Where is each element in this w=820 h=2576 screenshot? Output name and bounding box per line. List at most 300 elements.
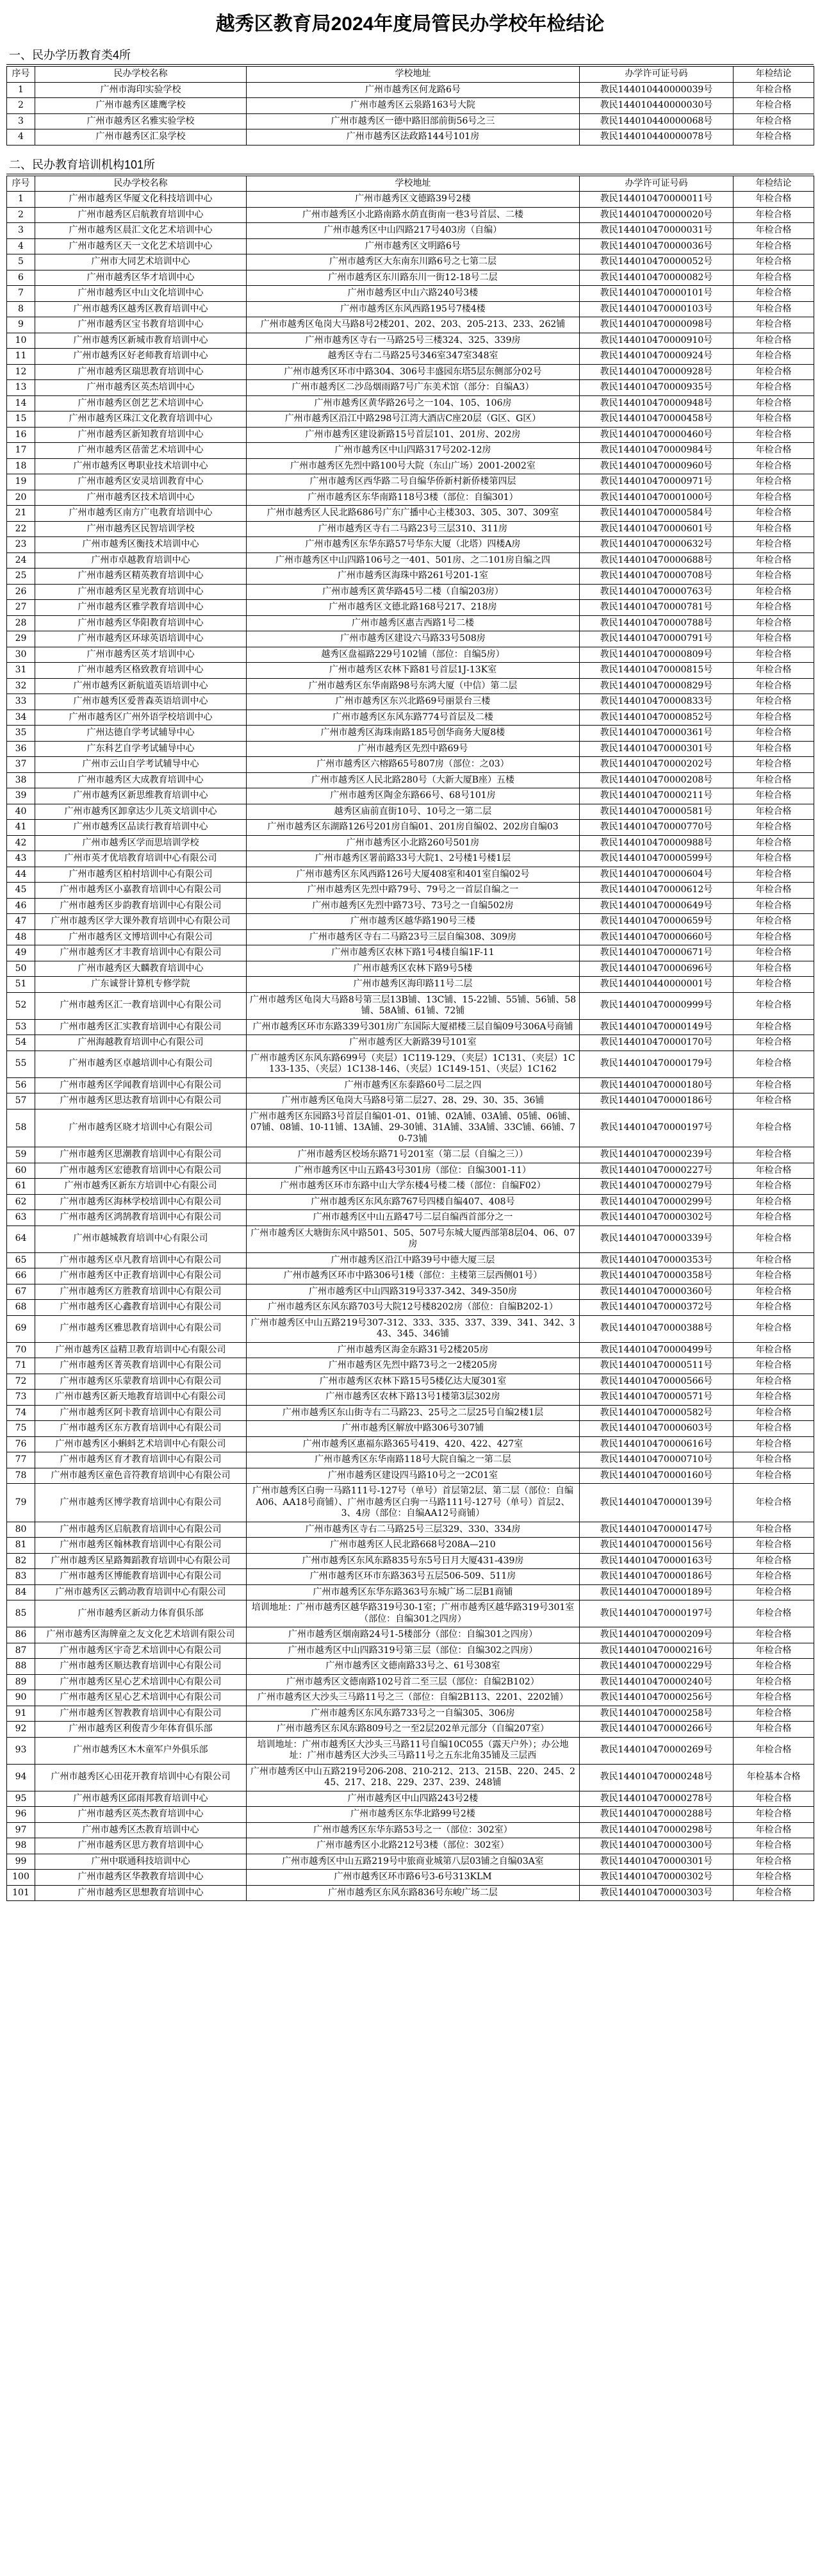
school-address: 广州市越秀区东园路3号首层自编01-01、01铺、02A铺、03A铺、05铺、06铺、07铺、08铺、10-11铺、13A铺、29-30铺、31A铺、33A铺、33C铺、66铺、70-73铺 — [247, 1109, 580, 1147]
table-row — [7, 1342, 814, 1358]
school-name: 广州市越秀区菁英教育培训中心有限公司 — [35, 1358, 247, 1374]
school-address: 广州市越秀区先烈中路73号之一2楼205房 — [247, 1358, 580, 1374]
school-name: 广州市越秀区卓凡教育培训中心有限公司 — [35, 1252, 247, 1268]
table-row — [7, 317, 814, 333]
row-index: 20 — [7, 490, 35, 506]
header-result: 年检结论 — [734, 176, 814, 192]
table-row — [7, 474, 814, 490]
school-address: 广州市越秀区环市中路306号1楼（部位：主楼第三层西侧01号） — [247, 1268, 580, 1284]
row-index: 47 — [7, 914, 35, 930]
license-number: 教民144010470000149号 — [580, 1019, 734, 1035]
inspection-result: 年检合格 — [734, 1051, 814, 1077]
school-name: 广州市越秀区阿卡教育培训中心有限公司 — [35, 1405, 247, 1421]
row-index: 69 — [7, 1315, 35, 1342]
school-name: 广州市越秀区创艺艺术培训中心 — [35, 395, 247, 411]
license-number: 教民144010470000659号 — [580, 914, 734, 930]
school-name: 广州市越秀区汇泉学校 — [35, 129, 247, 145]
table-row — [7, 1538, 814, 1554]
row-index: 19 — [7, 474, 35, 490]
school-name: 广州市越秀区晓才培训中心有限公司 — [35, 1109, 247, 1147]
inspection-result: 年检合格 — [734, 1252, 814, 1268]
inspection-result: 年检合格 — [734, 615, 814, 631]
school-address: 广州市越秀区海珠中路261号201-1室 — [247, 569, 580, 585]
table-row — [7, 1854, 814, 1870]
row-index: 95 — [7, 1791, 35, 1807]
table-row — [7, 1522, 814, 1538]
license-number: 教民144010470000584号 — [580, 506, 734, 522]
school-name: 广州市越秀区天一文化艺术培训中心 — [35, 238, 247, 254]
school-address: 广州市越秀区惠吉西路1号二楼 — [247, 615, 580, 631]
row-index: 14 — [7, 395, 35, 411]
table-row — [7, 1627, 814, 1643]
school-name: 广州市越秀区宝书教育培训中心 — [35, 317, 247, 333]
table-row — [7, 98, 814, 114]
table-row — [7, 710, 814, 726]
section-1-title: 一、民办学历教育类4所 — [6, 45, 814, 65]
table-row — [7, 1838, 814, 1854]
license-number: 教民144010470000601号 — [580, 521, 734, 537]
row-index: 94 — [7, 1764, 35, 1791]
row-index: 34 — [7, 710, 35, 726]
row-index: 56 — [7, 1077, 35, 1093]
license-number: 教民144010470000696号 — [580, 961, 734, 977]
inspection-result: 年检合格 — [734, 553, 814, 569]
inspection-result: 年检合格 — [734, 301, 814, 317]
row-index: 88 — [7, 1659, 35, 1675]
table-row — [7, 1569, 814, 1585]
table-row — [7, 678, 814, 694]
row-index: 1 — [7, 82, 35, 98]
inspection-result: 年检合格 — [734, 1553, 814, 1569]
school-name: 广州市越秀区宏德教育培训中心有限公司 — [35, 1163, 247, 1179]
row-index: 98 — [7, 1838, 35, 1854]
school-name: 广州市越秀区安灵培训教育中心 — [35, 474, 247, 490]
header-index: 序号 — [7, 67, 35, 83]
license-number: 教民144010470000910号 — [580, 333, 734, 349]
school-address: 广州市越秀区中山五路219号307-312、333、335、337、339、341、342、343、345、346铺 — [247, 1315, 580, 1342]
table-row — [7, 238, 814, 254]
inspection-result: 年检合格 — [734, 977, 814, 993]
school-address: 广州市越秀区东风东路733号之一自编305、306房 — [247, 1706, 580, 1722]
school-name: 广州市越秀区汇一教育培训中心有限公司 — [35, 992, 247, 1019]
school-name: 广州海越教育培训中心有限公司 — [35, 1035, 247, 1051]
row-index: 28 — [7, 615, 35, 631]
school-name: 广州市越秀区卸拿达少儿英文培训中心 — [35, 804, 247, 820]
school-address: 广州市越秀区先烈中路79号、79号之一首层自编之一 — [247, 883, 580, 899]
inspection-result: 年检合格 — [734, 506, 814, 522]
row-index: 27 — [7, 600, 35, 616]
license-number: 教民144010470000239号 — [580, 1147, 734, 1163]
inspection-result: 年检合格 — [734, 113, 814, 129]
license-number: 教民144010440000030号 — [580, 98, 734, 114]
inspection-result: 年检合格 — [734, 710, 814, 726]
school-address: 广州市越秀区东风东路836号东峻广场二层 — [247, 1885, 580, 1901]
school-address: 广州市越秀区中山六路240号3楼 — [247, 286, 580, 302]
license-number: 教民144010470000020号 — [580, 207, 734, 223]
school-name: 广州市越秀区思方教育培训中心 — [35, 1838, 247, 1854]
license-number: 教民144010470000688号 — [580, 553, 734, 569]
school-name: 广州市越秀区广州外语学校培训中心 — [35, 710, 247, 726]
row-index: 18 — [7, 458, 35, 474]
table-row — [7, 631, 814, 647]
inspection-result: 年检合格 — [734, 1468, 814, 1484]
license-number: 教民144010470000036号 — [580, 238, 734, 254]
license-number: 教民144010470000288号 — [580, 1807, 734, 1823]
school-address: 广州市越秀区文明路6号 — [247, 238, 580, 254]
license-number: 教民144010470000671号 — [580, 945, 734, 961]
table-row — [7, 1643, 814, 1659]
school-address: 广州市越秀区东风东路809号之一至2层202单元部分（自编207室） — [247, 1722, 580, 1738]
license-number: 教民144010470000186号 — [580, 1093, 734, 1109]
inspection-result: 年检合格 — [734, 349, 814, 365]
school-name: 广州市越秀区英杰教育培训中心 — [35, 1807, 247, 1823]
inspection-result: 年检合格 — [734, 820, 814, 836]
license-number: 教民144010470000708号 — [580, 569, 734, 585]
school-address: 越秀区盘福路229号102铺（部位：自编5房） — [247, 647, 580, 663]
school-address: 广州市越秀区沿江中路298号江湾大酒店C座20层（G区、G区） — [247, 411, 580, 428]
table-row — [7, 1600, 814, 1627]
school-name: 广州市越秀区精英教育培训中心 — [35, 569, 247, 585]
school-address: 广州市越秀区东兴北路69号丽景台三楼 — [247, 694, 580, 710]
school-address: 广州市越秀区东华东路363号东城广场二层B1商铺 — [247, 1584, 580, 1600]
inspection-result: 年检合格 — [734, 1284, 814, 1300]
inspection-result: 年检合格 — [734, 1584, 814, 1600]
school-address: 广州市越秀区东泰路60号二层之四 — [247, 1077, 580, 1093]
school-address: 广州市越秀区龟岗大马路8号第三层13B铺、13C铺、15-22铺、55铺、56铺、58铺、58A铺、61铺、72铺 — [247, 992, 580, 1019]
header-result: 年检结论 — [734, 67, 814, 83]
table-row — [7, 192, 814, 208]
table-row — [7, 1077, 814, 1093]
inspection-result: 年检合格 — [734, 898, 814, 914]
table-row — [7, 1226, 814, 1252]
inspection-result: 年检合格 — [734, 741, 814, 757]
inspection-result: 年检合格 — [734, 1484, 814, 1522]
school-address: 广州市越秀区中山四路319号第三层（部位：自编302之四房） — [247, 1643, 580, 1659]
school-name: 广州市越秀区蓓蕾艺术培训中心 — [35, 443, 247, 459]
inspection-result: 年检合格 — [734, 1358, 814, 1374]
school-name: 广州市越城教育培训中心有限公司 — [35, 1226, 247, 1252]
school-address: 广州市越秀区文德北路168号217、218房 — [247, 600, 580, 616]
row-index: 3 — [7, 113, 35, 129]
header-address: 学校地址 — [247, 176, 580, 192]
table-row — [7, 1163, 814, 1179]
inspection-result: 年检合格 — [734, 1870, 814, 1886]
table-row — [7, 945, 814, 961]
school-address: 广州市越秀区东风东路774号首层及二楼 — [247, 710, 580, 726]
license-number: 教民144010470000809号 — [580, 647, 734, 663]
inspection-result: 年检合格 — [734, 474, 814, 490]
row-index: 52 — [7, 992, 35, 1019]
row-index: 8 — [7, 301, 35, 317]
license-number: 教民144010470000815号 — [580, 663, 734, 679]
school-name: 广州市越秀区品读行教育培训中心 — [35, 820, 247, 836]
inspection-result: 年检基本合格 — [734, 1764, 814, 1791]
school-address: 广州市越秀区农林下路1号4楼自编1F-11 — [247, 945, 580, 961]
row-index: 84 — [7, 1584, 35, 1600]
row-index: 21 — [7, 506, 35, 522]
table-row — [7, 804, 814, 820]
inspection-result: 年检合格 — [734, 286, 814, 302]
school-name: 广州市越秀区利俊青少年体育俱乐部 — [35, 1722, 247, 1738]
school-name: 广州市越秀区好老师教育培训中心 — [35, 349, 247, 365]
inspection-result: 年检合格 — [734, 1569, 814, 1585]
table-row — [7, 600, 814, 616]
license-number: 教民144010470000649号 — [580, 898, 734, 914]
license-number: 教民144010470000301号 — [580, 1854, 734, 1870]
school-name: 广州市越秀区民智培训学校 — [35, 521, 247, 537]
school-address: 广州市越秀区大东南东川路6号之七第二层 — [247, 254, 580, 270]
school-address: 越秀区庙前直街10号、10号之一第二层 — [247, 804, 580, 820]
row-index: 5 — [7, 254, 35, 270]
school-name: 广州市越秀区雅学教育培训中心 — [35, 600, 247, 616]
row-index: 71 — [7, 1358, 35, 1374]
inspection-result: 年检合格 — [734, 992, 814, 1019]
row-index: 79 — [7, 1484, 35, 1522]
license-number: 教民144010470000248号 — [580, 1764, 734, 1791]
school-address: 广州市越秀区大沙头三马路11号之三（部位：自编2B113、2201、2202铺） — [247, 1690, 580, 1706]
row-index: 40 — [7, 804, 35, 820]
inspection-result: 年检合格 — [734, 1405, 814, 1421]
inspection-result: 年检合格 — [734, 851, 814, 867]
inspection-result: 年检合格 — [734, 380, 814, 396]
license-number: 教民144010470000266号 — [580, 1722, 734, 1738]
table-row — [7, 458, 814, 474]
table-row — [7, 1706, 814, 1722]
row-index: 4 — [7, 238, 35, 254]
license-number: 教民144010470000361号 — [580, 726, 734, 742]
school-address: 广州市越秀区法政路144号101房 — [247, 129, 580, 145]
school-address: 广州市越秀区东风东路835号东5号日月大厦431-439房 — [247, 1553, 580, 1569]
section-2-title: 二、民办教育培训机构101所 — [6, 154, 814, 174]
row-index: 77 — [7, 1452, 35, 1468]
school-address: 培训地址：广州市越秀区大沙头三马路11号自编10C055（露天户外）；办公地址：广州市越秀区大沙头三马路11号之五东北角35铺及三层西 — [247, 1737, 580, 1764]
school-address: 广州市越秀区东风东路703号大院12号楼8202房（部位：自编B202-1） — [247, 1300, 580, 1316]
school-name: 广州市越秀区文博培训中心有限公司 — [35, 929, 247, 945]
license-number: 教民144010470000599号 — [580, 851, 734, 867]
school-address: 广州市越秀区东山街寺右二马路23、25号之二层25号自编2楼1层 — [247, 1405, 580, 1421]
table-row — [7, 301, 814, 317]
inspection-result: 年检合格 — [734, 443, 814, 459]
school-name: 广州市越秀区星心艺术培训中心有限公司 — [35, 1690, 247, 1706]
license-number: 教民144010470000179号 — [580, 1051, 734, 1077]
inspection-result: 年检合格 — [734, 1342, 814, 1358]
school-address: 广州市越秀区云泉路163号大院 — [247, 98, 580, 114]
school-name: 广州市越秀区瑞思教育培训中心 — [35, 364, 247, 380]
inspection-result: 年检合格 — [734, 1374, 814, 1390]
school-name: 广州达德自学考试辅导中心 — [35, 726, 247, 742]
school-name: 广州市越秀区越秀区教育培训中心 — [35, 301, 247, 317]
table-row — [7, 992, 814, 1019]
table-row — [7, 1885, 814, 1901]
row-index: 85 — [7, 1600, 35, 1627]
school-address: 广州市越秀区先烈中路100号大院（东山广场）2001-2002室 — [247, 458, 580, 474]
table-row — [7, 1268, 814, 1284]
school-name: 广州市越秀区星光教育培训中心 — [35, 584, 247, 600]
license-number: 教民144010470000988号 — [580, 835, 734, 851]
school-name: 广州市越秀区新东方培训中心有限公司 — [35, 1179, 247, 1195]
school-address: 广州市越秀区环市东路363号五层506-509、511房 — [247, 1569, 580, 1585]
row-index: 64 — [7, 1226, 35, 1252]
section-2-body — [7, 192, 814, 1901]
school-address: 广州市越秀区海金东路31号2楼205房 — [247, 1342, 580, 1358]
inspection-result: 年检合格 — [734, 1885, 814, 1901]
row-index: 75 — [7, 1421, 35, 1437]
row-index: 31 — [7, 663, 35, 679]
school-address: 广州市越秀区先烈中路73号、73号之一自编502房 — [247, 898, 580, 914]
table-header-row — [7, 176, 814, 192]
table-row — [7, 411, 814, 428]
license-number: 教民144010470000566号 — [580, 1374, 734, 1390]
inspection-result: 年检合格 — [734, 1077, 814, 1093]
table-row — [7, 1358, 814, 1374]
table-row — [7, 1405, 814, 1421]
table-row — [7, 1791, 814, 1807]
school-address: 广州市越秀区东华南路118号大院自编之一第二层 — [247, 1452, 580, 1468]
row-index: 58 — [7, 1109, 35, 1147]
license-number: 教民144010470000299号 — [580, 1194, 734, 1210]
table-row — [7, 349, 814, 365]
school-address: 广州市越秀区黄华路45号二楼（自编203房） — [247, 584, 580, 600]
row-index: 15 — [7, 411, 35, 428]
school-address: 广州市越秀区惠福东路365号419、420、422、427室 — [247, 1436, 580, 1452]
school-name: 广州市越秀区大麟教育培训中心 — [35, 961, 247, 977]
school-address: 广州市越秀区西华路二号自编华侨新村新侨楼第四层 — [247, 474, 580, 490]
school-address: 广州市越秀区农林下路81号首层1J-13K室 — [247, 663, 580, 679]
table-row — [7, 663, 814, 679]
table-row — [7, 1300, 814, 1316]
license-number: 教民144010470000103号 — [580, 301, 734, 317]
license-number: 教民144010470000302号 — [580, 1870, 734, 1886]
license-number: 教民144010470000781号 — [580, 600, 734, 616]
license-number: 教民144010470000189号 — [580, 1584, 734, 1600]
row-index: 30 — [7, 647, 35, 663]
school-name: 广州市越秀区英杰培训中心 — [35, 380, 247, 396]
row-index: 90 — [7, 1690, 35, 1706]
row-index: 66 — [7, 1268, 35, 1284]
school-address: 广州市越秀区东湖路126号201房自编01、201房自编02、202房自编03 — [247, 820, 580, 836]
row-index: 76 — [7, 1436, 35, 1452]
school-address: 广州市越秀区大新路39号101室 — [247, 1035, 580, 1051]
school-name: 广州市越秀区思达教育培训中心有限公司 — [35, 1093, 247, 1109]
inspection-result: 年检合格 — [734, 411, 814, 428]
school-address: 广州市越秀区建设新路15号首层101、201房、202房 — [247, 427, 580, 443]
school-address: 广州市越秀区中山四路243号2楼 — [247, 1791, 580, 1807]
inspection-result: 年检合格 — [734, 883, 814, 899]
row-index: 81 — [7, 1538, 35, 1554]
school-name: 广州市英才优培教育培训中心有限公司 — [35, 851, 247, 867]
inspection-result: 年检合格 — [734, 631, 814, 647]
license-number: 教民144010470000156号 — [580, 1538, 734, 1554]
school-name: 广东诚誉计算机专修学院 — [35, 977, 247, 993]
school-name: 广州市云山自学考试辅导中心 — [35, 757, 247, 773]
table-row — [7, 1690, 814, 1706]
school-name: 广州市越秀区新知教育培训中心 — [35, 427, 247, 443]
license-number: 教民144010470000763号 — [580, 584, 734, 600]
license-number: 教民144010470000101号 — [580, 286, 734, 302]
inspection-result: 年检合格 — [734, 1019, 814, 1035]
license-number: 教民144010470000660号 — [580, 929, 734, 945]
table-row — [7, 1737, 814, 1764]
license-number: 教民144010470000829号 — [580, 678, 734, 694]
table-row — [7, 129, 814, 145]
row-index: 51 — [7, 977, 35, 993]
row-index: 73 — [7, 1390, 35, 1406]
table-row — [7, 490, 814, 506]
section-1-body — [7, 82, 814, 145]
row-index: 82 — [7, 1553, 35, 1569]
row-index: 12 — [7, 364, 35, 380]
school-address: 广州市越秀区白驹一马路111号-127号（单号）首层第2层、第二层（部位：自编A06、AA18号商铺）、广州市越秀区白驹一马路111号-127号（单号）首层2、3、4房（部位：自编AA12号商铺） — [247, 1484, 580, 1522]
school-name: 广东科艺自学考试辅导中心 — [35, 741, 247, 757]
inspection-result: 年检合格 — [734, 129, 814, 145]
inspection-result: 年检合格 — [734, 270, 814, 286]
school-name: 广州市越秀区粤职业技术培训中心 — [35, 458, 247, 474]
school-address: 广州市越秀区中山五路43号301房（部位：自编3001-11） — [247, 1163, 580, 1179]
inspection-result: 年检合格 — [734, 945, 814, 961]
inspection-result: 年检合格 — [734, 600, 814, 616]
school-name: 广州市卓越教育培训中心 — [35, 553, 247, 569]
school-name: 广州市越秀区柏村培训中心有限公司 — [35, 867, 247, 883]
inspection-result: 年检合格 — [734, 929, 814, 945]
license-number: 教民144010470000216号 — [580, 1643, 734, 1659]
row-index: 25 — [7, 569, 35, 585]
section-2-table — [6, 176, 814, 1902]
school-address: 广州市越秀区中山五路219号中旅商业城第八层03铺之自编03A室 — [247, 1854, 580, 1870]
inspection-result: 年检合格 — [734, 663, 814, 679]
school-name: 广州市越秀区顺达教育培训中心有限公司 — [35, 1659, 247, 1675]
school-address: 广州市越秀区寺右二马路23号三层自编308、309房 — [247, 929, 580, 945]
table-row — [7, 223, 814, 239]
school-address: 广州市越秀区文德南路102号首二至三层（部位：自编2B102） — [247, 1674, 580, 1690]
inspection-result: 年检合格 — [734, 1807, 814, 1823]
inspection-result: 年检合格 — [734, 238, 814, 254]
table-row — [7, 1722, 814, 1738]
license-number: 教民144010440000039号 — [580, 82, 734, 98]
school-address: 广州市越秀区东华北路99号2楼 — [247, 1807, 580, 1823]
school-name: 广州市越秀区中正教育培训中心有限公司 — [35, 1268, 247, 1284]
row-index: 100 — [7, 1870, 35, 1886]
row-index: 59 — [7, 1147, 35, 1163]
school-name: 广州市越秀区宇奇艺术培训中心有限公司 — [35, 1643, 247, 1659]
inspection-result: 年检合格 — [734, 223, 814, 239]
school-address: 广州市越秀区龟岗大马路8号第二层27、28、29、30、35、36铺 — [247, 1093, 580, 1109]
school-address: 广州市越秀区小北路212号3楼（部位：302室） — [247, 1838, 580, 1854]
table-row — [7, 1109, 814, 1147]
school-name: 广州市越秀区心鑫教育培训中心有限公司 — [35, 1300, 247, 1316]
row-index: 72 — [7, 1374, 35, 1390]
inspection-result: 年检合格 — [734, 694, 814, 710]
school-name: 广州市越秀区中山文化培训中心 — [35, 286, 247, 302]
table-row — [7, 820, 814, 836]
document-title: 越秀区教育局2024年度局管民办学校年检结论 — [215, 13, 605, 35]
row-index: 17 — [7, 443, 35, 459]
school-address: 广州市越秀区人民北路686号广东广播中心主楼303、305、307、309室 — [247, 506, 580, 522]
table-row — [7, 1452, 814, 1468]
row-index: 78 — [7, 1468, 35, 1484]
school-name: 广州市越秀区汇实教育培训中心有限公司 — [35, 1019, 247, 1035]
license-number: 教民144010470000147号 — [580, 1522, 734, 1538]
table-row — [7, 1659, 814, 1675]
school-address: 广州市越秀区文德南路33号之、61号308室 — [247, 1659, 580, 1675]
inspection-result: 年检合格 — [734, 1268, 814, 1284]
school-name: 广州市越秀区技术培训中心 — [35, 490, 247, 506]
row-index: 43 — [7, 851, 35, 867]
license-number: 教民144010470000612号 — [580, 883, 734, 899]
school-name: 广州市越秀区海牌童之友文化艺术培训有限公司 — [35, 1627, 247, 1643]
school-name: 广州市海印实验学校 — [35, 82, 247, 98]
row-index: 29 — [7, 631, 35, 647]
school-name: 广州市越秀区邱雨邦教育培训中心 — [35, 1791, 247, 1807]
